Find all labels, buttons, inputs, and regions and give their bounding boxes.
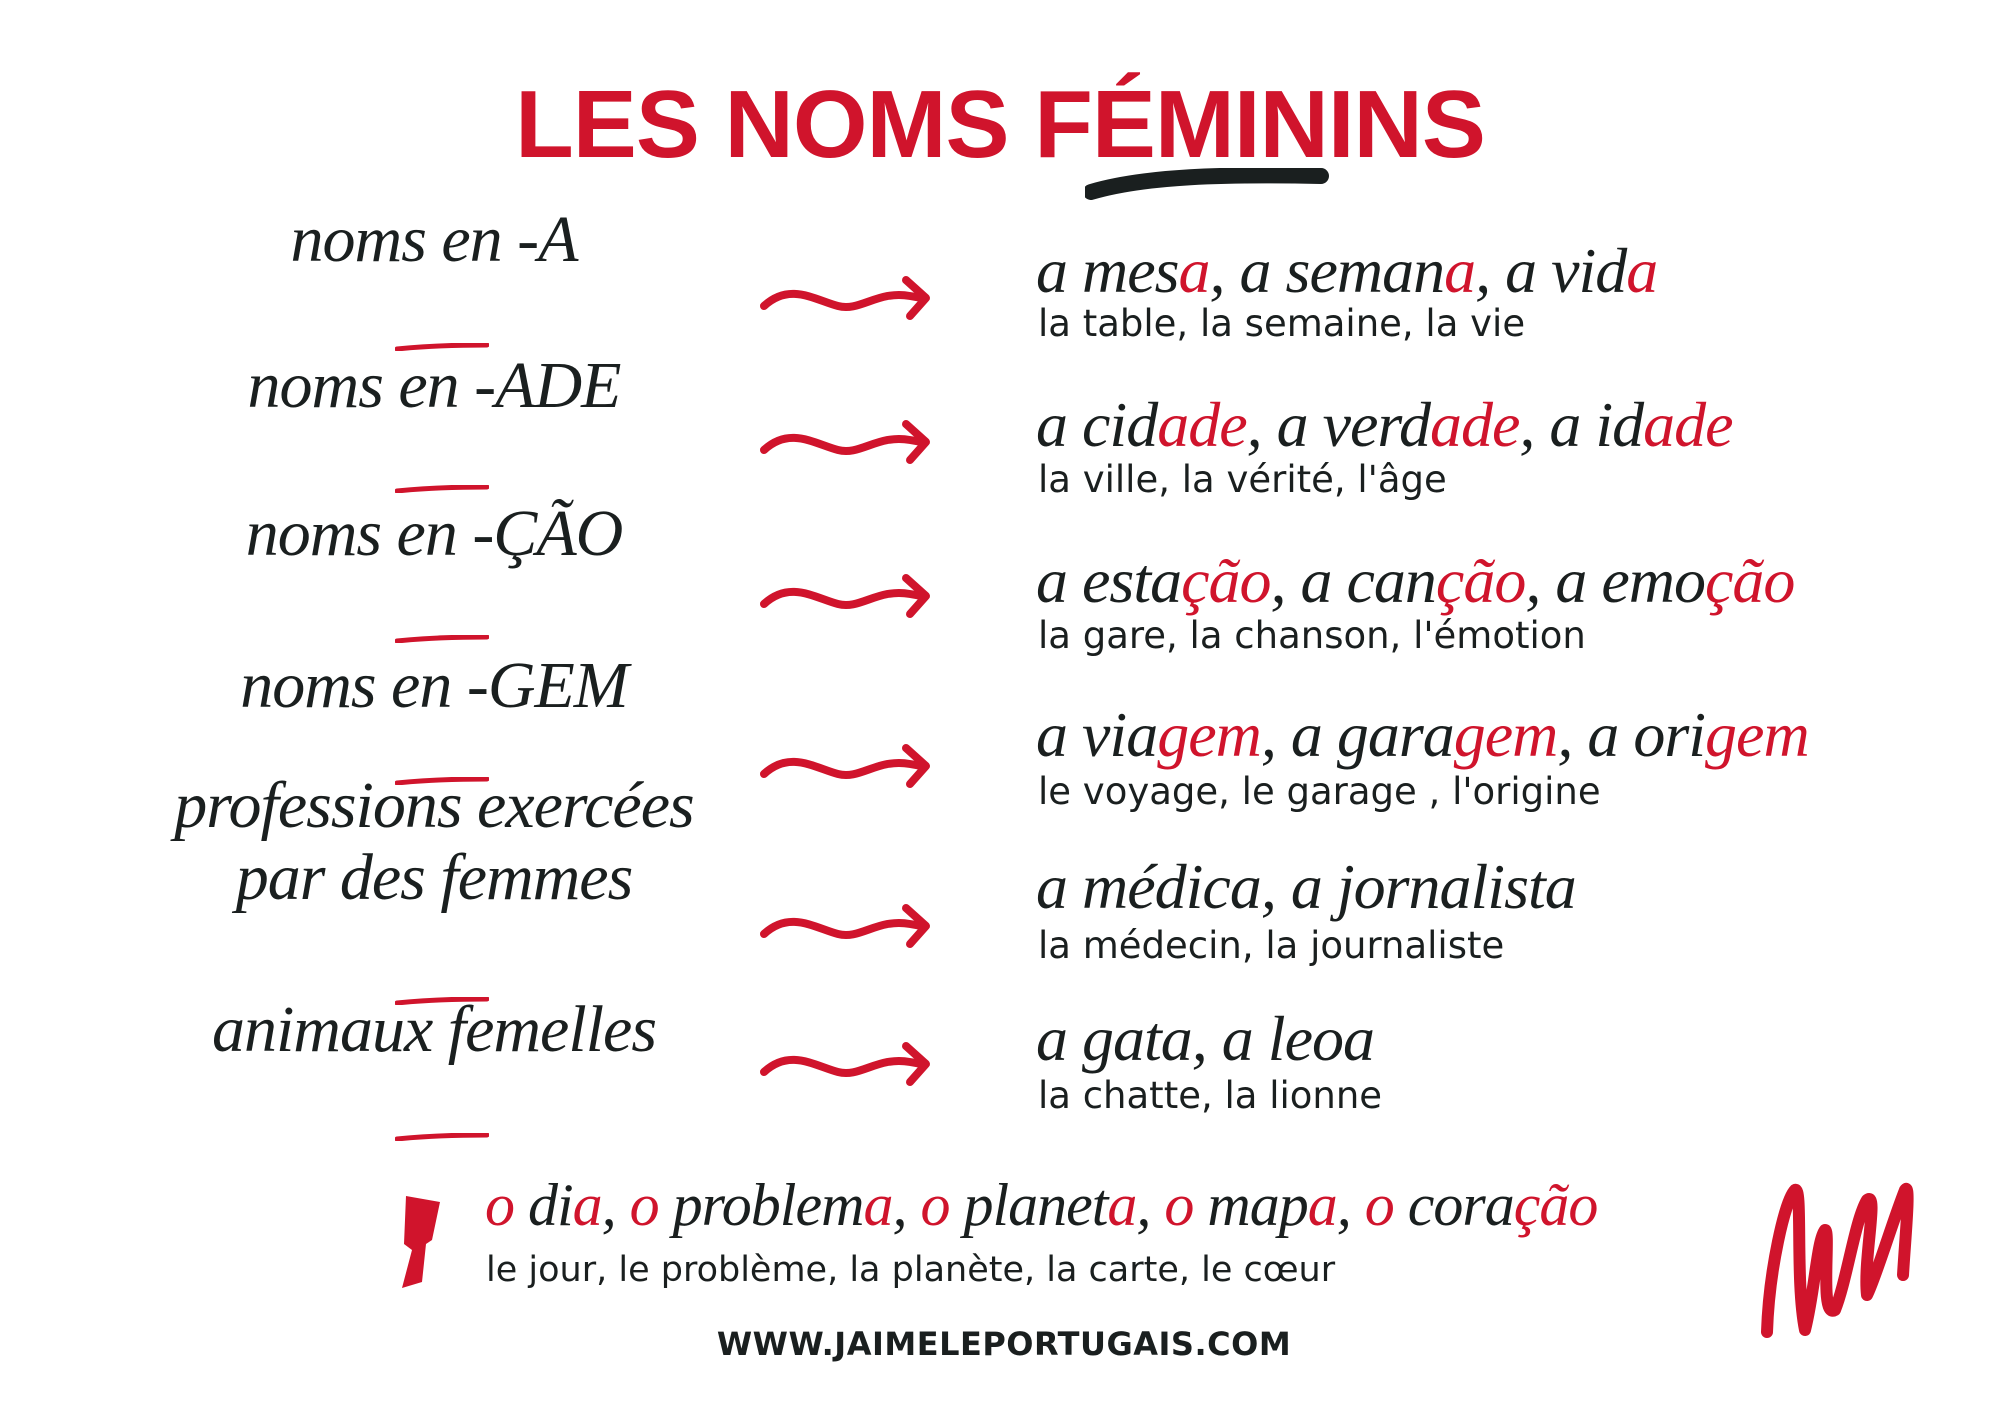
rule-label-line: noms en -ÇÃO bbox=[245, 497, 623, 570]
highlighted-ending: gem bbox=[1453, 699, 1558, 770]
phrase-segment: di bbox=[514, 1172, 573, 1238]
highlighted-ending: a bbox=[1307, 1172, 1337, 1238]
highlighted-ending: a bbox=[572, 1172, 602, 1238]
phrase-segment: , a id bbox=[1519, 389, 1644, 460]
rule-label-line: par des femmes bbox=[235, 841, 633, 914]
wavy-arrow-icon bbox=[760, 1038, 932, 1090]
lightning-icon bbox=[396, 1192, 444, 1292]
portuguese-examples bbox=[1036, 700, 1809, 770]
french-translation: le voyage, le garage , l'origine bbox=[1038, 770, 1601, 813]
rule-label bbox=[84, 650, 784, 722]
phrase-segment: , bbox=[601, 1172, 630, 1238]
french-translation: la médecin, la journaliste bbox=[1038, 924, 1505, 967]
portuguese-examples bbox=[1036, 1004, 1374, 1074]
phrase-segment: problem bbox=[658, 1172, 864, 1238]
rule-label bbox=[84, 350, 784, 422]
phrase-segment: , a gara bbox=[1260, 699, 1454, 770]
phrase-segment: a via bbox=[1036, 699, 1158, 770]
portuguese-examples bbox=[1036, 546, 1794, 616]
page-title: LES NOMS FÉMININS bbox=[515, 71, 1485, 178]
phrase-segment: a médica, a jornalista bbox=[1036, 851, 1576, 922]
phrase-segment: , a vid bbox=[1475, 235, 1627, 306]
highlighted-ending: a bbox=[1178, 235, 1210, 306]
highlighted-ending: gem bbox=[1157, 699, 1261, 770]
highlighted-ending: ção bbox=[1435, 545, 1526, 616]
highlighted-ending: o bbox=[629, 1172, 659, 1238]
highlighted-ending: o bbox=[1164, 1172, 1194, 1238]
highlighted-ending: ade bbox=[1643, 389, 1733, 460]
highlighted-ending: ade bbox=[1429, 389, 1520, 460]
wavy-arrow-icon bbox=[760, 900, 932, 952]
red-underline bbox=[395, 628, 489, 635]
wavy-arrow-icon bbox=[760, 416, 932, 468]
wavy-arrow-icon bbox=[760, 740, 932, 792]
rule-label bbox=[84, 498, 784, 570]
phrase-segment: , a seman bbox=[1209, 235, 1445, 306]
wavy-arrow-icon bbox=[760, 570, 932, 622]
website-link[interactable]: WWW.JAIMELEPORTUGAIS.COM bbox=[716, 1325, 1292, 1363]
french-translation: la table, la semaine, la vie bbox=[1038, 302, 1526, 345]
highlighted-ending: a bbox=[1444, 235, 1476, 306]
rule-label bbox=[84, 994, 784, 1066]
rule-label-line: animaux femelles bbox=[211, 993, 657, 1066]
phrase-segment: map bbox=[1193, 1172, 1308, 1238]
red-underline bbox=[395, 478, 489, 485]
wavy-arrow-icon bbox=[760, 272, 932, 324]
highlighted-ending: o bbox=[1364, 1172, 1394, 1238]
exceptions-translation: le jour, le problème, la planète, la carte, le cœur bbox=[486, 1250, 1336, 1290]
highlighted-ending: o bbox=[920, 1172, 950, 1238]
phrase-segment: a cid bbox=[1036, 389, 1158, 460]
jm-logo bbox=[1755, 1160, 1925, 1360]
phrase-segment: , a can bbox=[1270, 545, 1436, 616]
portuguese-examples bbox=[1036, 236, 1657, 306]
highlighted-ending: ade bbox=[1157, 389, 1247, 460]
rule-label bbox=[84, 204, 784, 276]
french-translation: la chatte, la lionne bbox=[1038, 1074, 1383, 1117]
phrase-segment: , a ori bbox=[1557, 699, 1706, 770]
rule-label bbox=[84, 770, 784, 914]
title-underline-stroke bbox=[1085, 168, 1330, 200]
highlighted-ending: a bbox=[1107, 1172, 1137, 1238]
phrase-segment: a gata, a leoa bbox=[1036, 1003, 1374, 1074]
highlighted-ending: gem bbox=[1705, 699, 1809, 770]
highlighted-ending: ção bbox=[1704, 545, 1795, 616]
highlighted-ending: a bbox=[863, 1172, 893, 1238]
phrase-segment: , bbox=[1336, 1172, 1365, 1238]
red-underline bbox=[395, 336, 489, 343]
phrase-segment: a esta bbox=[1036, 545, 1182, 616]
phrase-segment: cora bbox=[1393, 1172, 1514, 1238]
rule-label-line: noms en -A bbox=[290, 203, 578, 276]
red-underline bbox=[395, 1126, 489, 1133]
highlighted-ending: a bbox=[1626, 235, 1658, 306]
phrase-segment: , a emo bbox=[1525, 545, 1705, 616]
portuguese-examples bbox=[1036, 390, 1733, 460]
rule-label-line: professions exercées bbox=[174, 769, 694, 842]
phrase-segment: planet bbox=[949, 1172, 1108, 1238]
phrase-segment: , bbox=[892, 1172, 921, 1238]
highlighted-ending: ção bbox=[1513, 1172, 1598, 1238]
rule-label-line: noms en -ADE bbox=[247, 349, 621, 422]
exceptions-phrase bbox=[485, 1170, 1597, 1240]
rule-label-line: noms en -GEM bbox=[240, 649, 628, 722]
phrase-segment: , a verd bbox=[1246, 389, 1430, 460]
french-translation: la ville, la vérité, l'âge bbox=[1038, 458, 1447, 501]
highlighted-ending: ção bbox=[1181, 545, 1271, 616]
highlighted-ending: o bbox=[485, 1172, 514, 1238]
phrase-segment: , bbox=[1136, 1172, 1165, 1238]
french-translation: la gare, la chanson, l'émotion bbox=[1038, 614, 1586, 657]
portuguese-examples bbox=[1036, 852, 1576, 922]
phrase-segment: a mes bbox=[1036, 235, 1179, 306]
